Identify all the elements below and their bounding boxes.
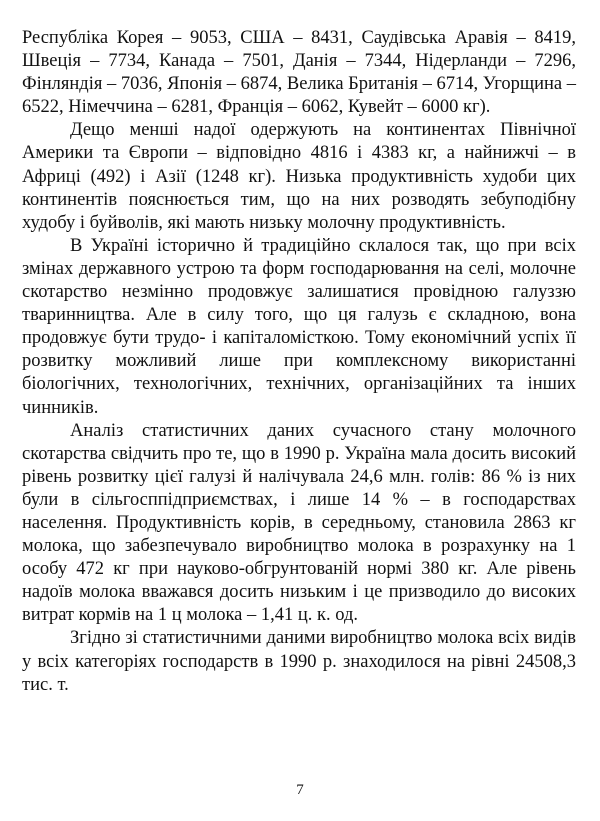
page-number: 7 xyxy=(296,782,304,798)
paragraph-milk-yield-by-country: Республіка Корея – 9053, США – 8431, Саудівська Аравія – 8419, Швеція – 7734, Канада – 7501, Данія – 7344, Нідерланди – 7296, Фінляндія – 7036, Японія – 6874, Велика Британія – 6714, Угорщина – 6522, Німеччина – 6281, Франція – 6062, Кувейт – 6000 кг). xyxy=(22,28,576,118)
paragraph-ukraine-dairy-sector: В Україні історично й традиційно склалося так, що при всіх змінах державного устрою та форм господарювання на селі, молочне скотарство незмінно продовжує залишатися провідною галуззю тваринництва. Але в силу того, що ця галузь є складною, вона продовжує бути трудо- і капіталомісткою. Тому економічний успіх її розвитку можливий лише при комплексному використанні біологічних, технологічних, технічних, організаційних та інших чинників. xyxy=(22,235,576,418)
paragraph-milk-production-1990: Згідно зі статистичними даними виробництво молока всіх видів у всіх категоріях господарств в 1990 р. знаходилося на рівні 24508,3 тис. т. xyxy=(22,628,576,695)
body-text xyxy=(22,27,576,697)
paragraph-continents-yield: Дещо менші надої одержують на континентах Північної Америки та Європи – відповідно 4816 і 4383 кг, а найнижчі – в Африці (492) і Азії (1248 кг). Низька продуктивність худоби цих континентів пояснюється тим, що на них розводять зебуподібну худобу і буйволів, які мають низьку молочну продуктивність. xyxy=(22,120,576,233)
paragraph-statistics-1990: Аналіз статистичних даних сучасного стану молочного скотарства свідчить про те, що в 1990 р. Україна мала досить високий рівень розвитку цієї галузі й налічувала 24,6 млн. голів: 86 % із них були в сільгосппідприємствах, і лише 14 % – в господарствах населення. Продуктивність корів, в середньому, становила 2863 кг молока, що забезпечувало виробництво молока в розрахунку на 1 особу 472 кг при науково-обгрунтованій нормі 380 кг. Але рівень надоїв молока вважався досить низьким і це призводило до високих витрат кормів на 1 ц молока – 1,41 ц. к. од. xyxy=(22,420,576,626)
